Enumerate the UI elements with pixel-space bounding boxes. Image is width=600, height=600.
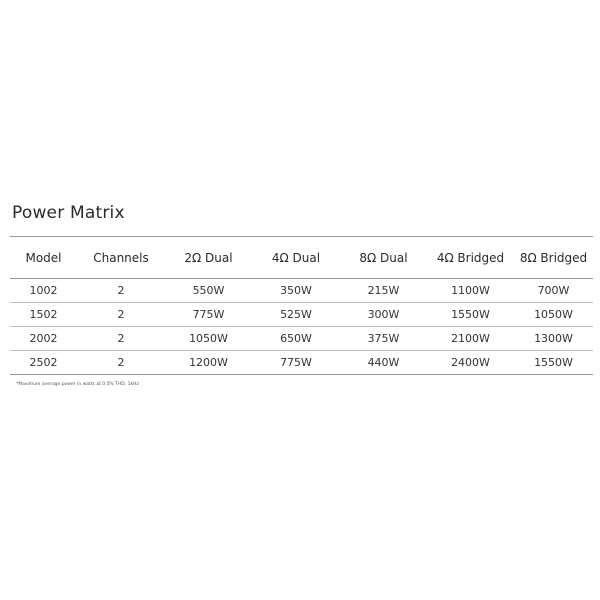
column-header-8ohm-bridged: 8Ω Bridged: [514, 237, 593, 279]
cell-4ohm-bridged: 2400W: [427, 351, 514, 375]
cell-8ohm-bridged: 1300W: [514, 327, 593, 351]
cell-8ohm-bridged: 1050W: [514, 303, 593, 327]
cell-8ohm-dual: 440W: [340, 351, 427, 375]
cell-2ohm-dual: 775W: [165, 303, 252, 327]
footnote: *Maximum average power in watts at 0.5% THD, 1kHz: [16, 382, 139, 387]
cell-channels: 2: [77, 279, 165, 303]
column-header-channels: Channels: [77, 237, 165, 279]
page-title: Power Matrix: [12, 203, 125, 223]
column-header-8ohm-dual: 8Ω Dual: [340, 237, 427, 279]
column-header-4ohm-bridged: 4Ω Bridged: [427, 237, 514, 279]
cell-8ohm-dual: 300W: [340, 303, 427, 327]
power-matrix-table: [10, 236, 593, 375]
table-row: [10, 351, 593, 375]
cell-4ohm-bridged: 1550W: [427, 303, 514, 327]
cell-4ohm-dual: 525W: [252, 303, 340, 327]
cell-8ohm-dual: 375W: [340, 327, 427, 351]
cell-channels: 2: [77, 351, 165, 375]
column-header-4ohm-dual: 4Ω Dual: [252, 237, 340, 279]
cell-model: 1002: [10, 279, 77, 303]
cell-4ohm-bridged: 1100W: [427, 279, 514, 303]
cell-4ohm-dual: 650W: [252, 327, 340, 351]
cell-2ohm-dual: 1200W: [165, 351, 252, 375]
column-header-2ohm-dual: 2Ω Dual: [165, 237, 252, 279]
cell-model: 2002: [10, 327, 77, 351]
column-header-model: Model: [10, 237, 77, 279]
cell-model: 2502: [10, 351, 77, 375]
table-row: [10, 303, 593, 327]
cell-2ohm-dual: 1050W: [165, 327, 252, 351]
cell-channels: 2: [77, 327, 165, 351]
cell-model: 1502: [10, 303, 77, 327]
table-row: [10, 279, 593, 303]
cell-4ohm-dual: 775W: [252, 351, 340, 375]
cell-4ohm-bridged: 2100W: [427, 327, 514, 351]
table-header-row: [10, 237, 593, 279]
cell-8ohm-bridged: 700W: [514, 279, 593, 303]
cell-4ohm-dual: 350W: [252, 279, 340, 303]
cell-8ohm-bridged: 1550W: [514, 351, 593, 375]
cell-channels: 2: [77, 303, 165, 327]
cell-2ohm-dual: 550W: [165, 279, 252, 303]
table-row: [10, 327, 593, 351]
cell-8ohm-dual: 215W: [340, 279, 427, 303]
